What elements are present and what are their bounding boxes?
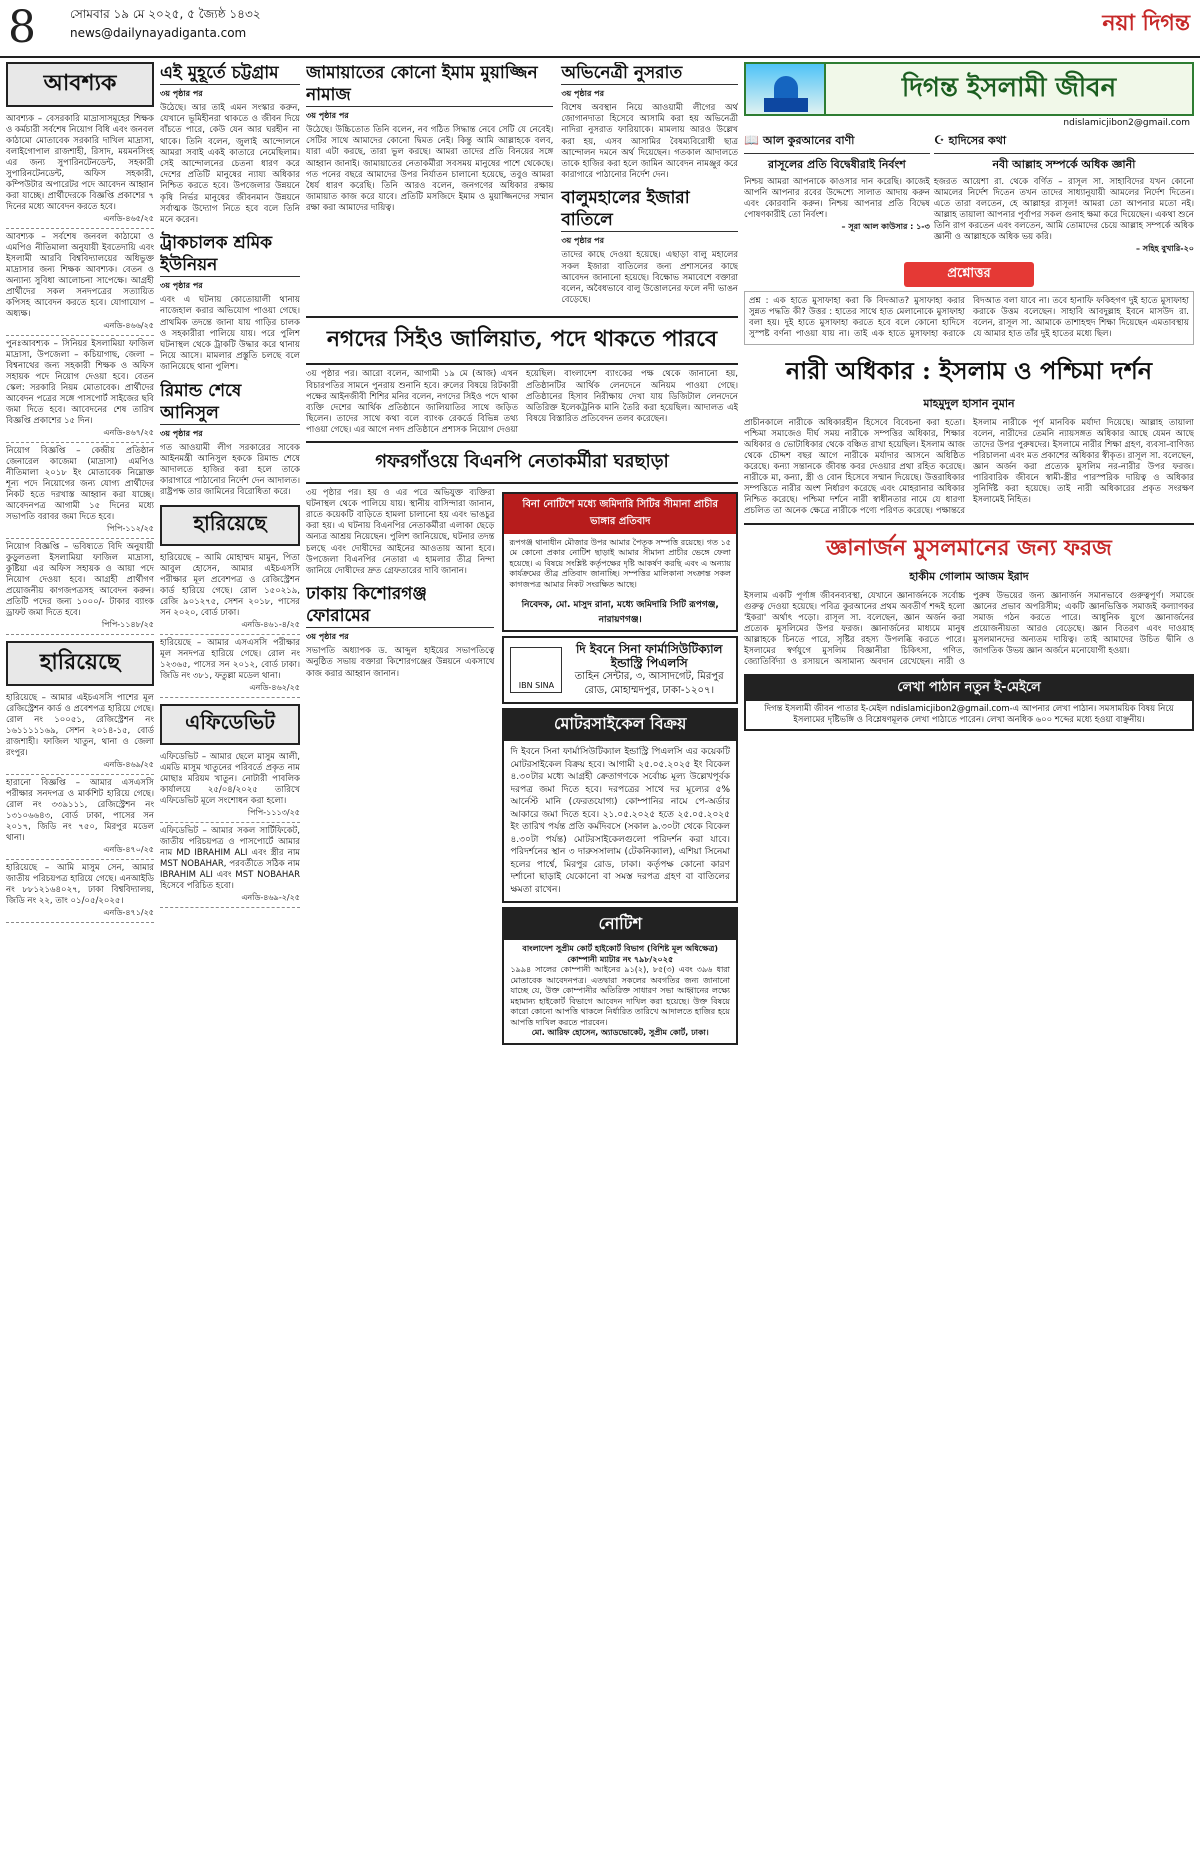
header-date: সোমবার ১৯ মে ২০২৫, ৫ জ্যৈষ্ঠ ১৪৩২ — [70, 7, 261, 21]
lost-ad — [6, 690, 154, 775]
quran-head: আল কুরআনের বাণী — [762, 134, 855, 147]
story-title: বালুমহালের ইজারা বাতিলে — [561, 187, 738, 232]
company-name: দি ইবনে সিনা ফার্মাসিউটিক্যাল ইন্ডাস্ট্রি পিএলসি — [575, 642, 723, 671]
hadith-body: হজরত আয়েশা রা. থেকে বর্ণিত – রাসূল সা. সাহাবিদের যখন কোনো আমলের নির্দেশ দিতেন তখন তাদের সাধ্যানুযায়ী আমলের নির্দেশ দিতেন। এতে তারা বলতেন, হে আল্লাহর রাসূল! আমরা তো আপনার মতো নই। আল্লাহ তায়ালা আপনার পূর্বাপর সকল গুনাহ ক্ষমা করে দিয়েছেন। একথা শুনে তিনি রাগ করতেন এবং বলতেন, আমি তোমাদের চেয়ে আল্লাহ সম্পর্কে অধিক জ্ঞানী ও আল্লাহকে অধিক ভয় করি। — [933, 177, 1194, 242]
page-number: 8 — [8, 2, 36, 53]
ad-code: পিপি-১১৪৮/২৫ — [101, 620, 154, 629]
section-head-lost-2: হারিয়েছে — [160, 505, 300, 546]
ad-text: হারিয়েছে – আমার এসএসসি পরীক্ষার মূল সনদপত্র হারিয়ে গেছে। রোল নং ১২৩৬৫, পাসের সন ২০১২, বোর্ড ঢাকা। জিডি নং ৩৮১, ফতুল্লা মডেল থানা। — [160, 637, 300, 681]
lost-ad — [6, 860, 154, 923]
ad-text: পুনঃআবশ্যক – সিনিয়র ইসলামিয়া ফাজিল মাদ্রাসা, উপজেলা – কচিয়াগাছ, জেলা – বিশ্বনাথের জন্য সহকারী শিক্ষক ও অফিস সহায়ক পদে নিয়োগ দেওয়া হবে। বেতন স্কেল: সরকারি নিয়ম মোতাবেক। প্রার্থীদের আবেদন পত্রের সঙ্গে পাসপোর্ট সাইজের ছবি জমা দিতে হবে। আবেদনের শেষ তারিখ বিজ্ঞপ্তি প্রকাশের ১৫ দিন। — [6, 339, 154, 426]
ad-code: পিপি-১১১৩/২৫ — [247, 807, 300, 817]
story-byline: ৩য় পৃষ্ঠার পর — [160, 428, 203, 438]
crescent-icon: ☪ — [933, 133, 945, 147]
story-byline: ৩য় পৃষ্ঠার পর — [306, 632, 349, 642]
qa-head: প্রশ্নোত্তর — [904, 262, 1034, 287]
company-logo: IBN SINA — [510, 647, 562, 693]
ad-text: আবশ্যক – সর্বশেষ জনবল কাঠামো ও এমপিও নীতিমালা অনুযায়ী ইবতেদায়ি এবং ইসলামী আরবি বিশ্ববিদ্যালয়ের অধিভুক্ত মাদ্রাসার জন্য শিক্ষক আবশ্যক। বেতন ও অন্যান্য সুবিধা আলোচনা সাপেক্ষে। আগ্রহী প্রার্থীদের সকল সনদপত্রের সত্যায়িত কপিসহ আবেদন করতে হবে। যোগাযোগ – অধ্যক্ষ। — [6, 232, 154, 319]
story-body: উঠেছে। আর তাই এমন সংস্কার করুন, যেখানে ভূমিহীনরা থাকতে ও জীবন দিয়ে বাঁচতে পারে, কেউ যেন আর ঘরহীন না থাকে। তিনি বলেন, জুলাই আন্দোলনে আমরা সবাই একই কাতারে নেমেছিলাম। সেই আন্দোলনের চেতনা ধারণ করে দেশের প্রতিটি মানুষের ন্যায্য অধিকার নিশ্চিত করতে হবে। উপজেলার উন্নয়নে কৃষি নির্ভর মানুষের জীবনমান উন্নয়নে সর্বাত্মক উদ্যোগ নিতে হবে বলে তিনি মনে করেন। — [160, 103, 300, 226]
quran-body: নিশ্চয় আমরা আপনাকে কাওসার দান করেছি। কাজেই আপনি আপনার রবের উদ্দেশ্যে সালাত আদায় করুন এবং কোরবানি করুন। নিশ্চয় আপনার প্রতি বিদ্বেষ পোষণকারীই তো নির্বংশ। — [744, 177, 930, 220]
knowledge-body: ইসলাম একটি পূর্ণাঙ্গ জীবনব্যবস্থা, যেখানে জ্ঞানার্জনকে সর্বোচ্চ গুরুত্ব দেওয়া হয়েছে। পবিত্র কুরআনের প্রথম অবতীর্ণ শব্দই হলো 'ইকরা' অর্থাৎ পড়ো। রাসূল সা. বলেছেন, জ্ঞান অর্জন করা প্রত্যেক মুসলিমের উপর ফরজ। জ্ঞানার্জনের মাধ্যমে মানুষ আল্লাহকে চিনতে পারে, সৃষ্টির রহস্য উপলব্ধি করতে পারে। ইসলামের স্বর্ণযুগে মুসলিম বিজ্ঞানীরা চিকিৎসা, গণিত, জ্যোতির্বিদ্যা ও রসায়নে অসামান্য অবদান রেখেছেন। নারী ও পুরুষ উভয়ের জন্য জ্ঞানার্জন সমানভাবে গুরুত্বপূর্ণ। সমাজে জ্ঞানের প্রভাব অপরিসীম; একটি জ্ঞানভিত্তিক সমাজই কল্যাণকর সমাজ গঠন করতে পারে। আধুনিক যুগে জ্ঞানার্জনের প্রয়োজনীয়তা আরও বেড়েছে। জ্ঞান বিতরণ এবং দাওয়াহ মুসলমানদের অন্যতম দায়িত্ব। তাই আমাদের উচিত দ্বীনি ও জাগতিক উভয় জ্ঞান অর্জনে মনোযোগী হওয়া। — [744, 591, 1194, 667]
classified-ad — [6, 539, 154, 635]
islamic-life-column — [744, 62, 1194, 1862]
section-head-lost: হারিয়েছে — [6, 641, 154, 686]
auction-title: মোটরসাইকেল বিক্রয় — [502, 708, 738, 741]
story-title: ট্রাকচালক শ্রমিক ইউনিয়ন — [160, 232, 300, 277]
story-body: তাদের কাছে দেওয়া হয়েছে। এছাড়া বালু মহালের সকল ইজারা বাতিলের জন্য প্রশাসনের কাছে আবেদন জানানো হয়েছে। বিক্ষোভ সমাবেশে বক্তারা বলেন, অবৈধভাবে বালু উত্তোলনের ফলে নদী ভাঙন বেড়েছে। — [561, 250, 738, 306]
story-byline: ৩য় পৃষ্ঠার পর — [561, 89, 605, 98]
story-body: উঠেছে। উচ্চিতোত তিনি বলেন, নব গঠিত সিদ্ধান্ত নেবে সেটি যে নেবেই। সেটির সাথে আমাদের কোনো দ্বিমত নেই। কিন্তু আমি আল্লাহকে বলব, যারা এটা করছে, তারা ভুল করছে। আমরা তাদের প্রতি বিনয়ের সঙ্গে আহ্বান জানাই। জামায়াতের নেতাকর্মীরা সবসময় মানুষের পাশে থেকেছে। গত পনের বছরে আমাদের উপর নির্যাতন চালানো হয়েছে, তবুও আমরা ধৈর্য ধারণ করেছি। তিনি আরও বলেন, জনগণের অধিকার রক্ষায় জামায়াত কাজ করে যাবে। প্রতিটি মসজিদে ইমাম ও মুয়াজ্জিনদের সম্মান রক্ষা করা আমাদের দায়িত্ব। — [306, 125, 554, 214]
mosque-icon — [746, 64, 826, 114]
newspaper-logo: নয়া দিগন্ত — [1102, 10, 1190, 36]
classified-column — [6, 62, 154, 1862]
news-story — [306, 62, 553, 306]
auction-body: দি ইবনে সিনা ফার্মাসিউটিক্যাল ইন্ডাস্ট্রি পিএলসি এর কয়েকটি মোটরসাইকেল বিক্রয় হবে। আগামী ২৫.০৫.২০২৫ ইং বিকেল ৪.৩০টার মধ্যে আগ্রহী ক্রেতাগণকে সর্বোচ্চ মূল্য উল্লেখপূর্বক দরপত্র জমা দিতে হবে। দরপত্রের সাথে দর মূল্যের ৫% আর্নেস্ট মানি (ফেরতযোগ্য) কোম্পানির নামে পে-অর্ডার আকারে জমা দিতে হবে। ২১.০৫.২০২৫ হতে ২৫.০৫.২০২৫ ইং তারিখ পর্যন্ত প্রতি কর্মদিবসে (সকাল ৯.৩০টা থেকে বিকেল ৪.৩০টা পর্যন্ত) মোটরসাইকেলগুলো পরিদর্শন করা যাবে। পরিদর্শনের স্থান ৩ দারুসসালাম (টেকনিক্যাল), এশিয়া সিনেমা হলের পার্শ্বে, মিরপুর রোড, ঢাকা। কর্তৃপক্ষ কোনো কারণ দর্শানো ছাড়াই যেকোনো বা সমস্ত দরপত্র গ্রহণ বা বাতিলের ক্ষমতা রাখেন। — [502, 741, 738, 903]
gafor-headline: গফরগাঁওয়ে বিএনপি নেতাকর্মীরা ঘরছাড়া — [306, 441, 738, 484]
story-title: এই মুহূর্তে চট্টগ্রাম — [160, 62, 300, 85]
qa-body: প্রশ্ন : এক হাতে মুসাফাহা করা কি বিদআত? মুসাফাহা করার সুন্নত পদ্ধতি কী? উত্তর : হাতের সাথে হাত মেলানোকে মুসাফাহা বলা হয়। দুই হাতে মুসাফাহা করতে হবে বলে কোনো হাদিসে সুস্পষ্ট বর্ণনা পাওয়া যায় না। তাই এক হাতে মুসাফাহা করাকে বিদআত বলা যাবে না। তবে হানাফি ফকিহগণ দুই হাতে মুসাফাহা করাকে উত্তম বলেছেন। সাহাবি আবদুল্লাহ ইবনে মাসউদ রা. বলেন, রাসূল সা. আমাকে তাশাহহুদ শিক্ষা দিয়েছেন এমতাবস্থায় যে আমার হাত তাঁর দুই হাতের মধ্যে ছিল। — [749, 296, 1189, 339]
classified-ad — [6, 229, 154, 336]
story-byline: ৩য় পৃষ্ঠার পর — [561, 236, 605, 246]
ad-text: নিয়োগ বিজ্ঞপ্তি – ভবিষ্যতে বিদি অনুযায়ী কুড়ুলতলা ইসলামিয়া ফাজিল মাদ্রাসা, কুষ্টিয়া এর অফিস সহায়ক ও আয়া পদে নিয়োগ দেওয়া হবে। আগ্রহী প্রার্থীগণ প্রয়োজনীয় কাগজপত্রসহ আবেদন করুন। প্রতিটি পদের জন্য ১০০০/- টাকার ব্যাংক ড্রাফট জমা দিতে হবে। — [6, 542, 154, 618]
court-notice-title: নোটিশ — [504, 909, 736, 940]
wanted-ad-list — [6, 111, 154, 635]
ad-code: এনডি-৪৬৯/২৫ — [103, 760, 154, 769]
news-column-2 — [160, 62, 300, 1862]
women-rights-body: প্রাচীনকালে নারীকে অধিকারহীন হিসেবে বিবেচনা করা হতো। পশ্চিমা সমাজেও দীর্ঘ সময় নারীকে সম্পত্তির অধিকার, শিক্ষার অধিকার ও ভোটাধিকার থেকে বঞ্চিত রাখা হয়েছিল। ইসলাম আজ থেকে চৌদ্দশ বছর আগে নারীকে মর্যাদার আসনে অধিষ্ঠিত করেছে। কন্যা সন্তানকে জীবন্ত কবর দেওয়ার প্রথা রহিত করেছে। নারীকে মা, কন্যা, স্ত্রী ও বোন হিসেবে সম্মান দিয়েছে। উত্তরাধিকার সম্পত্তিতে নারীর অংশ নির্ধারণ করেছে এবং মোহরানার অধিকার নিশ্চিত করেছে। পশ্চিমা দর্শনে নারী স্বাধীনতার নামে যে ধারণা প্রচলিত তা অনেক ক্ষেত্রে নারীকে পণ্যে পরিণত করেছে। পক্ষান্তরে ইসলাম নারীকে পূর্ণ মানবিক মর্যাদা দিয়েছে। আল্লাহ তায়ালা বলেন, নারীদের তেমনি ন্যায়সঙ্গত অধিকার আছে যেমন আছে তাদের উপর পুরুষদের। ইসলামে নারীর শিক্ষা গ্রহণ, ব্যবসা-বাণিজ্য পরিচালনা এবং মত প্রকাশের অধিকার স্বীকৃত। রাসূল সা. বলেছেন, জ্ঞান অর্জন করা প্রত্যেক মুসলিম নর-নারীর উপর ফরজ। পারিবারিক জীবনে স্বামী-স্ত্রীর পারস্পরিক দায়িত্ব ও অধিকার সুনির্দিষ্ট করা হয়েছে। তাই নারী অধিকারের প্রকৃত সংরক্ষণ ইসলামেই নিহিত। — [744, 418, 1194, 516]
story-title: রিমান্ড শেষে আনিসুল — [160, 380, 300, 425]
lost-ad — [6, 775, 154, 860]
ad-code: এনডি-৪৭১/২৫ — [103, 908, 154, 917]
knowledge-author: হাকীম গোলাম আজম ইরাদ — [909, 570, 1029, 583]
lost-ad — [160, 550, 300, 635]
affidavit-ad — [160, 749, 300, 823]
court-notice-body: ১৯৯৪ সালের কোম্পানী আইনের ৯১(২), ৮৫(৩) এবং ৩৯৬ ধারা মোতাবেক আবেদনপত্র। এতদ্বারা সকলের অবগতির জন্য জানানো যাচ্ছে যে, উক্ত কোম্পানীর অতিরিক্ত সাধারণ সভা আহ্বানের লক্ষ্যে মহামান্য হাইকোর্ট বিভাগে আবেদন দাখিল করা হয়েছে। উক্ত বিষয়ে কারো কোনো আপত্তি থাকলে নির্ধারিত তারিখে আদালতে হাজির হয়ে আপত্তি দাখিল করতে পারবেন। — [510, 965, 730, 1027]
ad-text: নিয়োগ বিজ্ঞপ্তি – কেন্দ্রীয় প্রতিষ্ঠান জেনারেল কাজেমা (মাদ্রাসা) এমপিও নীতিমালা ২০১৮ ইং মোতাবেক নিম্নোক্ত শূন্য পদে নিয়োগের জন্য যোগ্য প্রার্থীদের নিকট হতে দরখাস্ত আহ্বান করা যাচ্ছে। আবেদনপত্র আগামী ১৫ দিনের মধ্যে সভাপতি বরাবর জমা দিতে হবে। — [6, 446, 154, 522]
islamic-email: ndislamicjibon2@gmail.com — [1063, 118, 1190, 128]
section-head-affidavit: এফিডেভিট — [160, 704, 300, 745]
news-story — [160, 380, 300, 499]
protest-notice-title: বিনা নোটিশে মধ্যে জমিদারি সিটির সীমানা প্রাচীর ভাঙ্গার প্রতিবাদ — [504, 494, 736, 534]
lead-headline: নগদের সিইও জালিয়াত, পদে থাকতে পারবে — [306, 316, 738, 365]
classified-ad — [6, 336, 154, 443]
submission-title: লেখা পাঠান নতুন ই-মেইলে — [746, 676, 1192, 701]
news-story — [561, 62, 738, 181]
ad-code: এনডি-৪৬৭/২৫ — [103, 428, 154, 437]
page-header — [0, 0, 1200, 58]
book-icon: 📖 — [744, 133, 759, 147]
story-byline: ৩য় পৃষ্ঠার পর — [306, 111, 349, 120]
court-notice-sign: মো. আরিফ হোসেন, অ্যাডভোকেট, সুপ্রীম কোর্ট, ঢাকা। — [531, 1028, 709, 1038]
story-body: সভাপতি অধ্যাপক ড. আব্দুল হাইয়ের সভাপতিত্বে অনুষ্ঠিত সভায় বক্তারা কিশোরগঞ্জের উন্নয়নে একসাথে কাজ করার আহ্বান জানান। — [306, 646, 495, 679]
classified-ad — [6, 111, 154, 229]
section-head-wanted: আবশ্যক — [6, 62, 154, 107]
affidavit-ad — [160, 823, 300, 908]
company-box — [502, 636, 738, 704]
ad-text: হারানো বিজ্ঞপ্তি – আমার এসএসসি পরীক্ষার সনদপত্র ও মার্কশিট হারিয়ে গেছে। রোল নং ৩৩৯১১১, রেজিস্ট্রেশন নং ১৩১০৬৬৪৩, বোর্ড ঢাকা, পাসের সন ২০১৭, জিডি নং ৭৫০, মিরপুর মডেল থানা। — [6, 778, 154, 843]
company-address: তাহিন সেন্টার, ৩, আসাদগেট, মিরপুর রোড, মোহাম্মদপুর, ঢাকা-১২০৭। — [574, 671, 724, 697]
news-column-3 — [306, 62, 738, 1862]
ad-text: হারিয়েছে – আমি মোহাম্মদ মামুন, পিতা আবুল হোসেন, আমার এইচএসসি পরীক্ষার মূল প্রবেশপত্র ও রেজিস্ট্রেশন কার্ড হারিয়ে গেছে। রোল ১৫০২১৯, রেজি ৯০১২৭৫, সেশন ২০১৮, পাসের সন ২০২০, বোর্ড ঢাকা। — [160, 552, 300, 618]
court-notice — [502, 907, 738, 1045]
classified-ad — [6, 443, 154, 539]
lost-ad — [160, 635, 300, 698]
ad-code: এনডি-৪৬২/২৫ — [249, 682, 300, 692]
protest-notice-body: রূপগঞ্জ থানাধীন মৌজার উপর আমার পৈতৃক সম্পত্তি রয়েছে। গত ১৫ মে কোনো প্রকার নোটিশ ছাড়াই আমার সীমানা প্রাচীর ভেঙ্গে ফেলা হয়েছে। এ বিষয়ে সংশ্লিষ্ট কর্তৃপক্ষের দৃষ্টি আকর্ষণ করছি এবং এ অন্যায় কার্যক্রমের তীব্র প্রতিবাদ জানাচ্ছি। সম্পত্তির মালিকানা সংক্রান্ত সকল কাগজপত্র আমার নিকট সংরক্ষিত আছে। — [509, 537, 731, 589]
ad-text: এফিডেভিট – আমার ছেলে মাসুম আলী, এমডি মাসুম খাতুনের পরিবর্তে প্রকৃত নাম মোছাঃ মরিয়ম খাতুন। নোটারী পাবলিক কার্যালয়ে ২৫/০৪/২০২৫ তারিখে এফিডেভিট মূলে সংশোধন করা হলো। — [160, 751, 300, 806]
news-story — [160, 62, 300, 226]
protest-notice — [502, 492, 738, 633]
court-notice-court: বাংলাদেশ সুপ্রীম কোর্ট হাইকোর্ট বিভাগ (বিশিষ্ট মূল অধিক্ষেত্র) কোম্পানী ম্যাটার নং ৭৯৮/২০২৫ — [522, 944, 719, 964]
women-rights-author: মাহমুদুল হাসান নুমান — [923, 397, 1015, 410]
ad-text: হারিয়েছে – আমার এইচএসসি পাশের মূল রেজিস্ট্রেশন কার্ড ও প্রবেশপত্র হারিয়ে গেছে। রোল নং ১০০৫১, রেজিস্ট্রেশন নং ১৬১১১১১৬৯, সেশন ২০১৪-১৫, বোর্ড রাজশাহী। ফাজিল খাতুন, থানা ও জেলা রংপুর। — [6, 693, 154, 758]
story-byline: ৩য় পৃষ্ঠার পর — [160, 281, 203, 291]
story-title: অভিনেত্রী নুসরাত — [561, 62, 738, 85]
ad-code: এনডি-৪৬৫/২৫ — [103, 214, 154, 223]
ad-code: এনডি-৪৬১-৪/২৫ — [241, 619, 300, 629]
header-email: news@dailynayadiganta.com — [70, 26, 247, 40]
story-title: ঢাকায় কিশোরগঞ্জ ফোরামের — [306, 583, 494, 628]
news-story — [306, 583, 494, 680]
islamic-banner — [744, 62, 1194, 116]
gafor-story-body: ৩য় পৃষ্ঠার পর। হয় ও এর পরে অভিযুক্ত ব্যক্তিরা ঘটনাস্থল থেকে পালিয়ে যায়। স্থানীয় বাসিন্দারা জানান, রাতে কয়েকটি বাড়িতে হামলা চালানো হয় এবং ভাঙচুর করা হয়। এ ঘটনায় বিএনপির নেতাকর্মীরা এলাকা ছেড়ে অন্যত্র আশ্রয় নিয়েছেন। পুলিশ জানিয়েছে, ঘটনার তদন্ত চলছে এবং দোষীদের আইনের আওতায় আনা হবে। উপজেলা বিএনপির নেতারা এ হামলার তীব্র নিন্দা জানিয়ে দোষীদের দ্রুত গ্রেফতারের দাবি জানান। — [306, 487, 495, 577]
story-title: জামায়াতের কোনো ইমাম মুয়াজ্জিন নামাজ — [306, 62, 553, 107]
ad-code: এনডি-৪৭০/২৫ — [103, 845, 154, 854]
ad-code: এনডি-৪৬৯-২/২৫ — [241, 892, 300, 902]
news-story — [160, 232, 300, 373]
ad-code: পিপি-১১২/২৫ — [107, 524, 154, 533]
knowledge-title: জ্ঞানার্জন মুসলমানের জন্য ফরজ — [744, 523, 1194, 568]
ad-text: আবশ্যক – বেসরকারি মাদ্রাসাসমূহের শিক্ষক ও কর্মচারী সর্বশেষ নিয়োগ বিধি এবং জনবল কাঠামো মোতাবেক সরকারি দাখিল মাদ্রাসা, বলাইগোপাল রাজশাহী, রিসাদ, ময়মনসিংহ এর জন্য সুপারিনটেনডেন্ট, সহকারী সুপারিনটেনডেন্ট, অফিস সহকারী, কম্পিউটার অপারেটর পদে আবেদন আহ্বান করা যাচ্ছে। প্রার্থীদেরকে বিজ্ঞপ্তি প্রকাশের ৭ দিনের মধ্যে আবেদন করতে হবে। — [6, 114, 154, 212]
lead-story-body: ৩য় পৃষ্ঠার পর। আরো বলেন, আগামী ১৯ মে (আজ) এখন বিচারপতির সামনে পুনরায় শুনানি হবে। রুলের বিষয়ে রিটকারী পক্ষের আইনজীবী শিশির মনির বলেন, নগদের সিইও পদে থাকা ব্যক্তি দেশের আর্থিক প্রতিষ্ঠানে জালিয়াতির সাথে জড়িত ছিলেন। তাদের সাথে কথা বলে ব্যাংক রেকর্ডে বিভিন্ন তথ্য পাওয়া গেছে। এর আগে নগদ প্রতিষ্ঠানে প্রশাসক নিয়োগ দেওয়া হয়েছিল। বাংলাদেশ ব্যাংকের পক্ষ থেকে জানানো হয়, প্রতিষ্ঠানটির আর্থিক লেনদেনে অনিয়ম পাওয়া গেছে। প্রতিষ্ঠানের হিসাব নিরীক্ষায় দেখা যায় ডিজিটাল লেনদেনে অতিরিক্ত ইলেকট্রনিক মানি তৈরি করা হয়েছিল। আদালত এই বিষয়ে বিস্তারিত প্রতিবেদন তলব করেছেন। — [306, 369, 738, 436]
hadith-box — [934, 130, 1194, 256]
islamic-banner-title: দিগন্ত ইসলামী জীবন — [901, 73, 1117, 103]
quran-ref: – সূরা আল কাউসার : ১-৩ — [841, 222, 930, 231]
hadith-ref: – সহিহ বুখারি-২০ — [1136, 244, 1194, 253]
story-body: গত আওয়ামী লীগ সরকারের সাবেক আইনমন্ত্রী আনিসুল হককে রিমান্ড শেষে আদালতে হাজির করা হলে তাকে কারাগারে পাঠানোর নির্দেশ দেন আদালত। রাষ্ট্রপক্ষ তার জামিনের বিরোধিতা করে। — [160, 442, 300, 498]
women-rights-title: নারী অধিকার : ইসলাম ও পশ্চিমা দর্শন — [785, 356, 1153, 385]
story-byline: ৩য় পৃষ্ঠার পর — [160, 89, 203, 98]
ad-text: এফিডেভিট – আমার সকল সার্টিফিকেট, জাতীয় পরিচয়পত্র ও পাসপোর্টে আমার নাম MD IBRAHIM ALI এবং স্ত্রীর নাম MST NOBAHAR, পরবর্তীতে সঠিক নাম IBRAHIM ALI এবং MST NOBAHAR হিসেবে পরিচিত হবো। — [160, 825, 300, 891]
protest-notice-sign: নিবেদক, মো. মাসুদ রানা, মধ্যে জমিদারি সিটি রূপগঞ্জ, নারায়ণগঞ্জ। — [521, 600, 719, 626]
story-body: এবং এ ঘটনায় কোতোয়ালী থানায় নাজেহাল করার অভিযোগ পাওয়া গেছে। প্রাথমিক তদন্তে জানা যায় গাড়ির চালক ও সহকারীরা পালিয়ে যায়। পরে পুলিশ ঘটনাস্থল থেকে ট্রাকটি উদ্ধার করে থানায় নিয়ে আসে। মামলার প্রস্তুতি চলছে বলে জানিয়েছে থানা পুলিশ। — [160, 295, 300, 373]
quran-box — [744, 130, 930, 256]
ad-code: এনডি-৪৬৬/২৫ — [103, 321, 154, 330]
ad-text: হারিয়েছে – আমি মাসুম সেন, আমার জাতীয় পরিচয়পত্র হারিয়ে গেছে। এনআইডি নং ৮৮১২১৬৪০২৭, ঢাকা বিশ্ববিদ্যালয়, জিডি নং ২২, তাং ০১/০৫/২০২৫। — [6, 863, 154, 906]
news-story — [561, 187, 738, 306]
quran-title: রাসূলের প্রতি বিদ্বেষীরাই নির্বংশ — [768, 158, 906, 171]
hadith-title: নবী আল্লাহ সম্পর্কে অধিক জ্ঞানী — [992, 158, 1136, 171]
story-body: বিশেষ অবস্থান নিয়ে আওয়ামী লীগের অর্থ জোগানদাতা হিসেবে আসামি করা হয় অভিনেত্রী নাদিরা নুসরাত ফারিয়াকে। মামলায় আরও উল্লেখ করা হয়, এসব আসামির বৈষম্যবিরোধী ছাত্র আন্দোলন দমনে অর্থ দিয়েছেন। গতকাল আদালতে তাকে হাজির করা হলে জামিন আবেদন নামঞ্জুর করে কারাগারে পাঠানোর নির্দেশ দেন। — [561, 103, 738, 181]
submission-body: দিগন্ত ইসলামী জীবন পাতার ই-মেইল ndislamicjibon2@gmail.com-এ আপনার লেখা পাঠান। সমসাময়িক বিষয় নিয়ে ইসলামের দৃষ্টিভঙ্গি ও বিশ্লেষণমূলক লেখা পাঠাতে পারেন। লেখা অনধিক ৬০০ শব্দের মধ্যে হওয়া বাঞ্ছনীয়। — [764, 704, 1174, 725]
submission-box — [744, 674, 1194, 731]
hadith-head: হাদিসের কথা — [948, 134, 1007, 147]
